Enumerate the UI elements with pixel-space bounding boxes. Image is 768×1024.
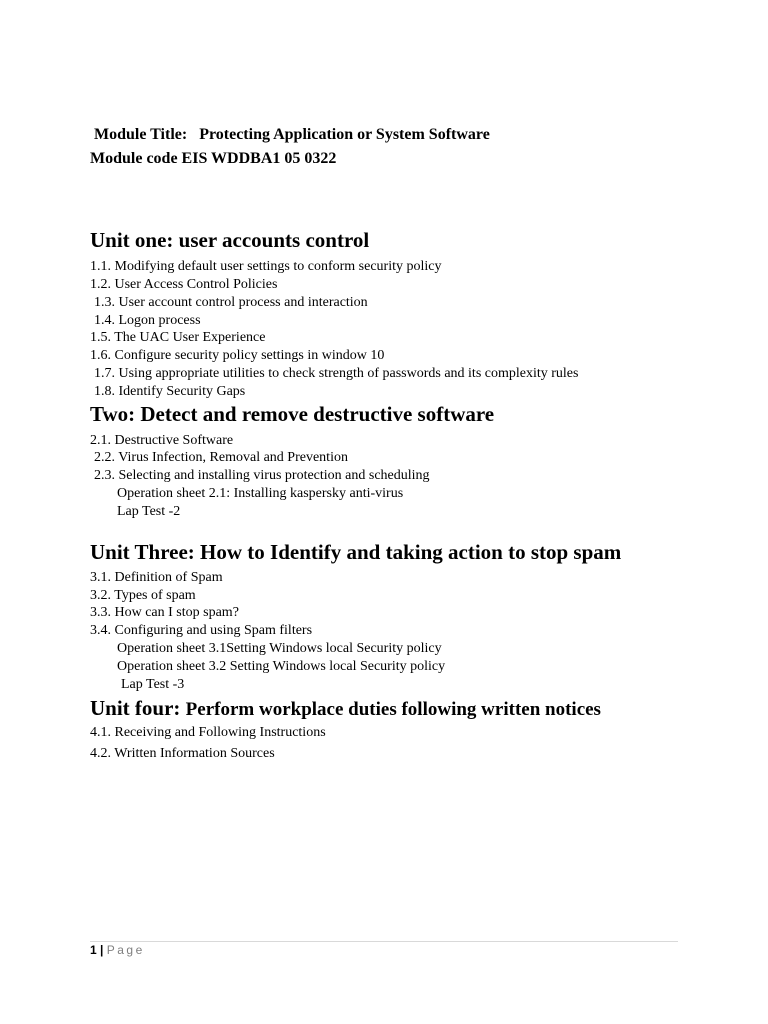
page-number: 1 [90, 943, 97, 957]
list-item: 2.2. Virus Infection, Removal and Prevention [94, 450, 348, 465]
module-title-label: Module Title: [94, 126, 188, 143]
list-item: 1.4. Logon process [94, 313, 201, 328]
page-label: Page [106, 943, 145, 957]
module-code: Module code EIS WDDBA1 05 0322 [90, 150, 337, 167]
list-item: 2.1. Destructive Software [90, 433, 234, 448]
list-item: 4.1. Receiving and Following Instructions [90, 725, 326, 740]
list-item: 4.2. Written Information Sources [90, 746, 275, 761]
list-item: 3.2. Types of spam [90, 588, 196, 603]
list-item: 2.3. Selecting and installing virus protection and scheduling [94, 468, 430, 483]
operation-sheet-item: Operation sheet 2.1: Installing kaspersky anti-virus [117, 486, 404, 501]
unit-four-title: Perform workplace duties following written notices [185, 699, 601, 720]
lap-test-item: Lap Test -3 [121, 677, 185, 692]
list-item: 1.2. User Access Control Policies [90, 277, 278, 292]
module-title [94, 126, 490, 144]
operation-sheet-item: Operation sheet 3.2 Setting Windows local Security policy [117, 659, 446, 674]
unit-one-heading: Unit one: user accounts control [90, 228, 370, 252]
list-item: 1.8. Identify Security Gaps [94, 384, 246, 399]
unit-four-prefix: Unit four: [90, 696, 181, 720]
footer-separator: | [100, 943, 104, 957]
list-item: 3.3. How can I stop spam? [90, 605, 239, 620]
lap-test-item: Lap Test -2 [117, 504, 181, 519]
page-footer [90, 943, 145, 957]
list-item: 3.4. Configuring and using Spam filters [90, 623, 313, 638]
list-item: 1.1. Modifying default user settings to conform security policy [90, 259, 442, 274]
unit-three-heading: Unit Three: How to Identify and taking action to stop spam [90, 540, 622, 564]
unit-two-heading: Two: Detect and remove destructive software [90, 402, 495, 426]
list-item: 3.1. Definition of Spam [90, 570, 223, 585]
footer-divider [90, 941, 678, 942]
list-item: 1.5. The UAC User Experience [90, 330, 266, 345]
module-title-value: Protecting Application or System Software [199, 126, 490, 143]
list-item: 1.7. Using appropriate utilities to check strength of passwords and its complexity rules [94, 366, 579, 381]
operation-sheet-item: Operation sheet 3.1Setting Windows local Security policy [117, 641, 442, 656]
unit-four-heading [90, 696, 601, 721]
list-item: 1.3. User account control process and interaction [94, 295, 368, 310]
list-item: 1.6. Configure security policy settings in window 10 [90, 348, 385, 363]
